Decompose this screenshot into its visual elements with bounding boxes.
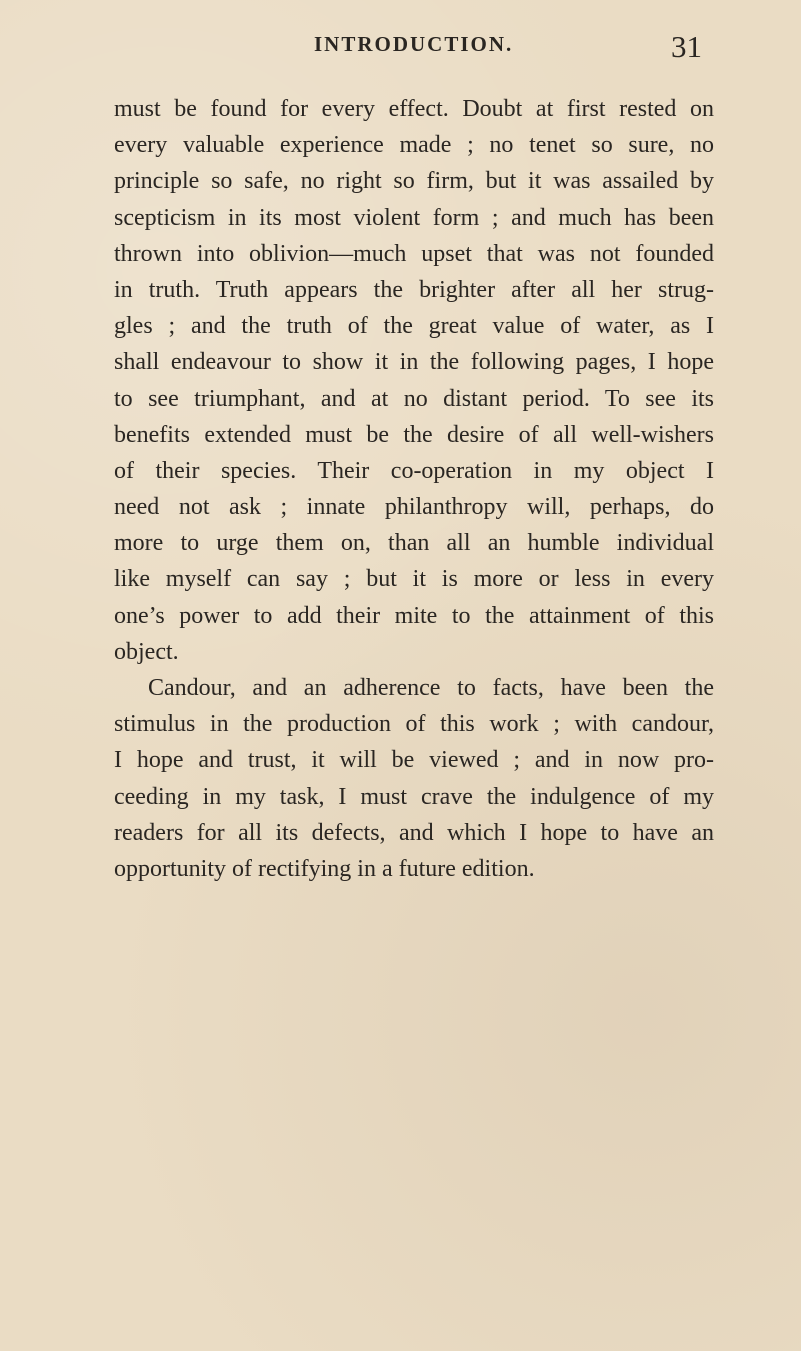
text-line: more to urge them on, than all an humble individual	[114, 530, 714, 557]
running-head: INTRODUCTION.	[314, 32, 514, 56]
text-line: thrown into oblivion—much upset that was not founded	[114, 240, 714, 267]
text-line: object.	[114, 638, 179, 665]
text-line: to see triumphant, and at no distant period. To see its	[114, 385, 714, 412]
text-line: in truth. Truth appears the brighter after all her strug-	[114, 276, 714, 303]
text-line: readers for all its defects, and which I hope to have an	[114, 819, 714, 846]
text-line: need not ask ; innate philanthropy will, perhaps, do	[114, 494, 714, 521]
text-line: scepticism in its most violent form ; and much has been	[114, 204, 714, 231]
text-line: ceeding in my task, I must crave the indulgence of my	[114, 783, 714, 810]
text-line: gles ; and the truth of the great value of water, as I	[114, 313, 714, 340]
main-text	[114, 91, 714, 887]
text-line: shall endeavour to show it in the following pages, I hope	[114, 349, 714, 376]
text-line: opportunity of rectifying in a future edition.	[114, 855, 535, 882]
text-line: principle so safe, no right so firm, but it was assailed by	[114, 168, 714, 195]
page-header	[314, 29, 714, 74]
text-line: of their species. Their co-operation in my object I	[114, 457, 714, 484]
page-number: 31	[671, 29, 702, 64]
text-line: benefits extended must be the desire of all well-wishers	[114, 421, 714, 448]
text-line: stimulus in the production of this work ; with candour,	[114, 711, 714, 738]
text-line: one’s power to add their mite to the attainment of this	[114, 602, 714, 629]
text-line: Candour, and an adherence to facts, have been the	[148, 675, 714, 701]
text-line: every valuable experience made ; no tenet so sure, no	[114, 132, 714, 159]
text-line: must be found for every effect. Doubt at first rested on	[114, 96, 714, 122]
text-line: I hope and trust, it will be viewed ; and in now pro-	[114, 747, 714, 774]
text-line: like myself can say ; but it is more or less in every	[114, 566, 714, 593]
